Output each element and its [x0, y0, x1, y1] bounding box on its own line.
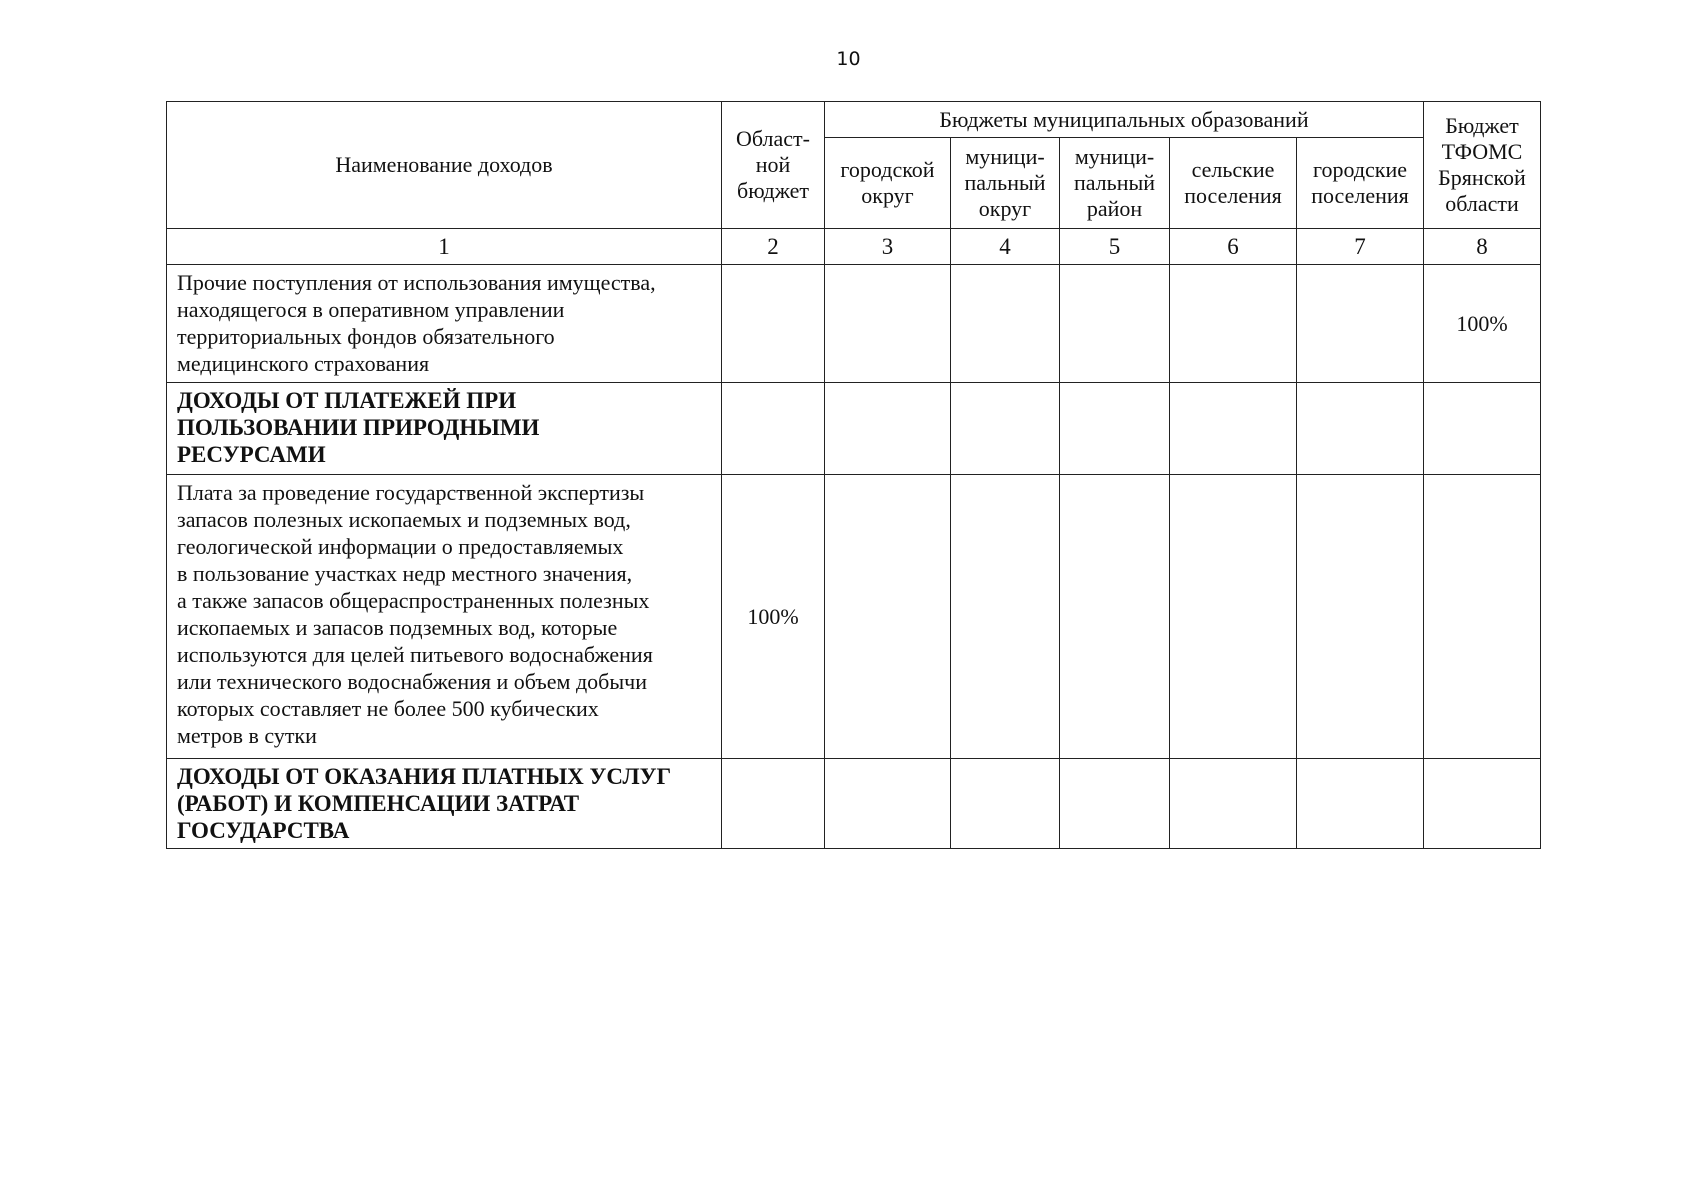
share-municipal-area: [1060, 383, 1170, 475]
header-municipal-budgets: Бюджеты муниципальных образований: [825, 102, 1424, 138]
share-city-district: [825, 265, 951, 383]
share-rural-settlements: [1170, 475, 1297, 759]
share-regional: [722, 383, 825, 475]
share-regional: [722, 265, 825, 383]
revenue-name: Плата за проведение государственной экспертизы запасов полезных ископаемых и подземных вод, геологической информации о предоставляемых в пользование участках недр местного значения, а также запасов общераспространенных полезных ископаемых и запасов подземных вод, которые используются для целей питьевого водоснабжения или технического водоснабжения и объем добычи которых составляет не более 500 кубических метров в сутки: [167, 475, 722, 759]
share-municipal-area: [1060, 265, 1170, 383]
share-city-district: [825, 383, 951, 475]
table-row: [167, 759, 1541, 849]
share-regional: 100%: [722, 475, 825, 759]
header-city-district: городской округ: [825, 138, 951, 229]
share-tfoms: [1424, 759, 1541, 849]
share-tfoms: 100%: [1424, 265, 1541, 383]
share-municipal-district: [951, 475, 1060, 759]
share-urban-settlements: [1297, 759, 1424, 849]
column-number: 3: [825, 229, 951, 265]
share-tfoms: [1424, 383, 1541, 475]
column-number-row: [167, 229, 1541, 265]
header-regional-budget: Област- ной бюджет: [722, 102, 825, 229]
header-municipal-area: муници- пальный район: [1060, 138, 1170, 229]
column-number: 1: [167, 229, 722, 265]
column-number: 7: [1297, 229, 1424, 265]
header-urban-settlements: городские поселения: [1297, 138, 1424, 229]
page-number: 10: [836, 48, 861, 70]
column-number: 2: [722, 229, 825, 265]
table-row: [167, 383, 1541, 475]
share-regional: [722, 759, 825, 849]
share-municipal-district: [951, 759, 1060, 849]
table-row: [167, 475, 1541, 759]
share-city-district: [825, 475, 951, 759]
share-rural-settlements: [1170, 383, 1297, 475]
revenue-name: Прочие поступления от использования имущества, находящегося в оперативном управлении территориальных фондов обязательного медицинского страхования: [167, 265, 722, 383]
header-municipal-district: муници- пальный округ: [951, 138, 1060, 229]
column-number: 6: [1170, 229, 1297, 265]
table-row: [167, 265, 1541, 383]
revenue-section-heading: ДОХОДЫ ОТ ОКАЗАНИЯ ПЛАТНЫХ УСЛУГ (РАБОТ) И КОМПЕНСАЦИИ ЗАТРАТ ГОСУДАРСТВА: [167, 759, 722, 849]
column-number: 4: [951, 229, 1060, 265]
share-municipal-district: [951, 383, 1060, 475]
share-rural-settlements: [1170, 265, 1297, 383]
share-rural-settlements: [1170, 759, 1297, 849]
column-number: 5: [1060, 229, 1170, 265]
share-tfoms: [1424, 475, 1541, 759]
share-urban-settlements: [1297, 265, 1424, 383]
header-tfoms-budget: Бюджет ТФОМС Брянской области: [1424, 102, 1541, 229]
column-number: 8: [1424, 229, 1541, 265]
share-municipal-area: [1060, 475, 1170, 759]
share-city-district: [825, 759, 951, 849]
share-municipal-area: [1060, 759, 1170, 849]
revenue-section-heading: ДОХОДЫ ОТ ПЛАТЕЖЕЙ ПРИ ПОЛЬЗОВАНИИ ПРИРОДНЫМИ РЕСУРСАМИ: [167, 383, 722, 475]
share-urban-settlements: [1297, 383, 1424, 475]
share-municipal-district: [951, 265, 1060, 383]
header-revenue-name: Наименование доходов: [167, 102, 722, 229]
header-rural-settlements: сельские поселения: [1170, 138, 1297, 229]
revenue-distribution-table: [166, 101, 1541, 849]
share-urban-settlements: [1297, 475, 1424, 759]
